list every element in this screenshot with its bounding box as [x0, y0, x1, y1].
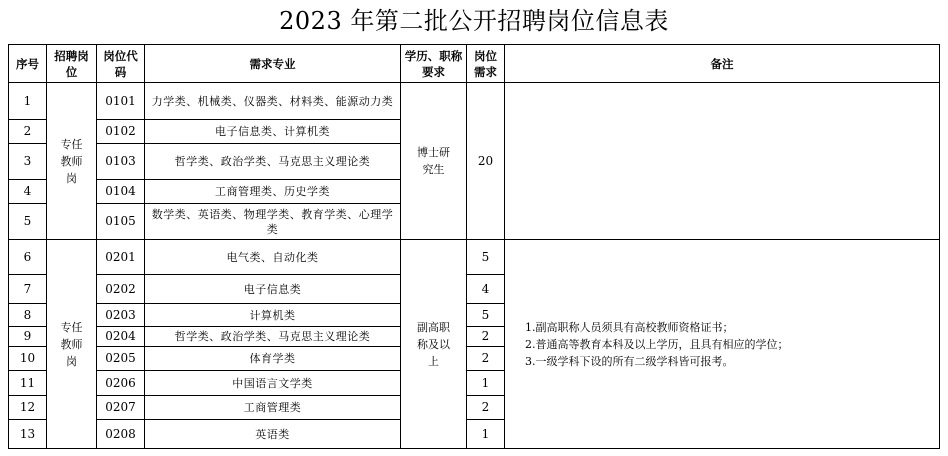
page-title: 2023 年第二批公开招聘岗位信息表 [279, 7, 669, 35]
seq-cell: 4 [9, 180, 47, 204]
major-cell: 计算机类 [145, 304, 401, 327]
major-cell: 哲学类、政治学类、马克思主义理论类 [145, 327, 401, 347]
header-row [9, 45, 940, 83]
post-cell-group2 [47, 240, 97, 449]
major-cell: 中国语言文学类 [145, 371, 401, 396]
seq-cell: 1 [9, 83, 47, 120]
code-cell: 0201 [97, 240, 145, 275]
code-cell: 0204 [97, 327, 145, 347]
code-cell: 0102 [97, 120, 145, 144]
code-cell: 0206 [97, 371, 145, 396]
major-cell: 数学类、英语类、物理学类、教育学类、心理学类 [145, 204, 401, 240]
seq-cell: 9 [9, 327, 47, 347]
edu-cell-group2 [401, 240, 467, 449]
header-major: 需求专业 [145, 45, 401, 83]
notes-cell-group1 [505, 83, 940, 240]
code-cell: 0104 [97, 180, 145, 204]
major-cell: 哲学类、政治学类、马克思主义理论类 [145, 144, 401, 180]
major-cell: 力学类、机械类、仪器类、材料类、能源动力类 [145, 83, 401, 120]
header-edu: 学历、职称要求 [401, 45, 467, 83]
post-text: 专任教师岗 [60, 320, 83, 368]
edu-cell-group1 [401, 83, 467, 240]
code-cell: 0203 [97, 304, 145, 327]
major-cell: 电子信息类 [145, 275, 401, 304]
note-line: 1.副高职称人员须具有高校教师资格证书； [525, 320, 734, 334]
count-cell: 1 [467, 420, 505, 449]
notes-cell-group2 [505, 240, 940, 449]
seq-cell: 13 [9, 420, 47, 449]
seq-cell: 2 [9, 120, 47, 144]
seq-cell: 11 [9, 371, 47, 396]
header-post: 招聘岗位 [47, 45, 97, 83]
count-cell: 5 [467, 240, 505, 275]
code-cell: 0103 [97, 144, 145, 180]
header-seq: 序号 [9, 45, 47, 83]
code-cell: 0202 [97, 275, 145, 304]
major-cell: 工商管理类 [145, 396, 401, 420]
header-count: 岗位需求 [467, 45, 505, 83]
count-cell: 5 [467, 304, 505, 327]
seq-cell: 7 [9, 275, 47, 304]
post-cell-group1 [47, 83, 97, 240]
count-cell: 2 [467, 327, 505, 347]
major-cell: 体育学类 [145, 347, 401, 371]
table-row [9, 83, 940, 120]
table-row [9, 240, 940, 275]
count-cell: 2 [467, 396, 505, 420]
header-code: 岗位代码 [97, 45, 145, 83]
seq-cell: 6 [9, 240, 47, 275]
count-cell: 4 [467, 275, 505, 304]
count-cell: 1 [467, 371, 505, 396]
count-cell: 2 [467, 347, 505, 371]
code-cell: 0101 [97, 83, 145, 120]
seq-cell: 8 [9, 304, 47, 327]
seq-cell: 5 [9, 204, 47, 240]
note-line: 2.普通高等教育本科及以上学历，且具有相应的学位； [525, 337, 789, 351]
seq-cell: 3 [9, 144, 47, 180]
major-cell: 电气类、自动化类 [145, 240, 401, 275]
code-cell: 0205 [97, 347, 145, 371]
seq-cell: 12 [9, 396, 47, 420]
seq-cell: 10 [9, 347, 47, 371]
note-line: 3.一级学科下设的所有二级学科皆可报考。 [525, 354, 734, 368]
edu-text: 副高职称及以上 [417, 320, 450, 368]
code-cell: 0207 [97, 396, 145, 420]
count-cell-group1: 20 [467, 83, 505, 240]
header-notes: 备注 [505, 45, 940, 83]
recruitment-table [8, 44, 940, 449]
edu-text: 博士研究生 [417, 146, 450, 176]
major-cell: 工商管理类、历史学类 [145, 180, 401, 204]
code-cell: 0208 [97, 420, 145, 449]
post-text: 专任教师岗 [60, 137, 83, 185]
code-cell: 0105 [97, 204, 145, 240]
major-cell: 英语类 [145, 420, 401, 449]
major-cell: 电子信息类、计算机类 [145, 120, 401, 144]
